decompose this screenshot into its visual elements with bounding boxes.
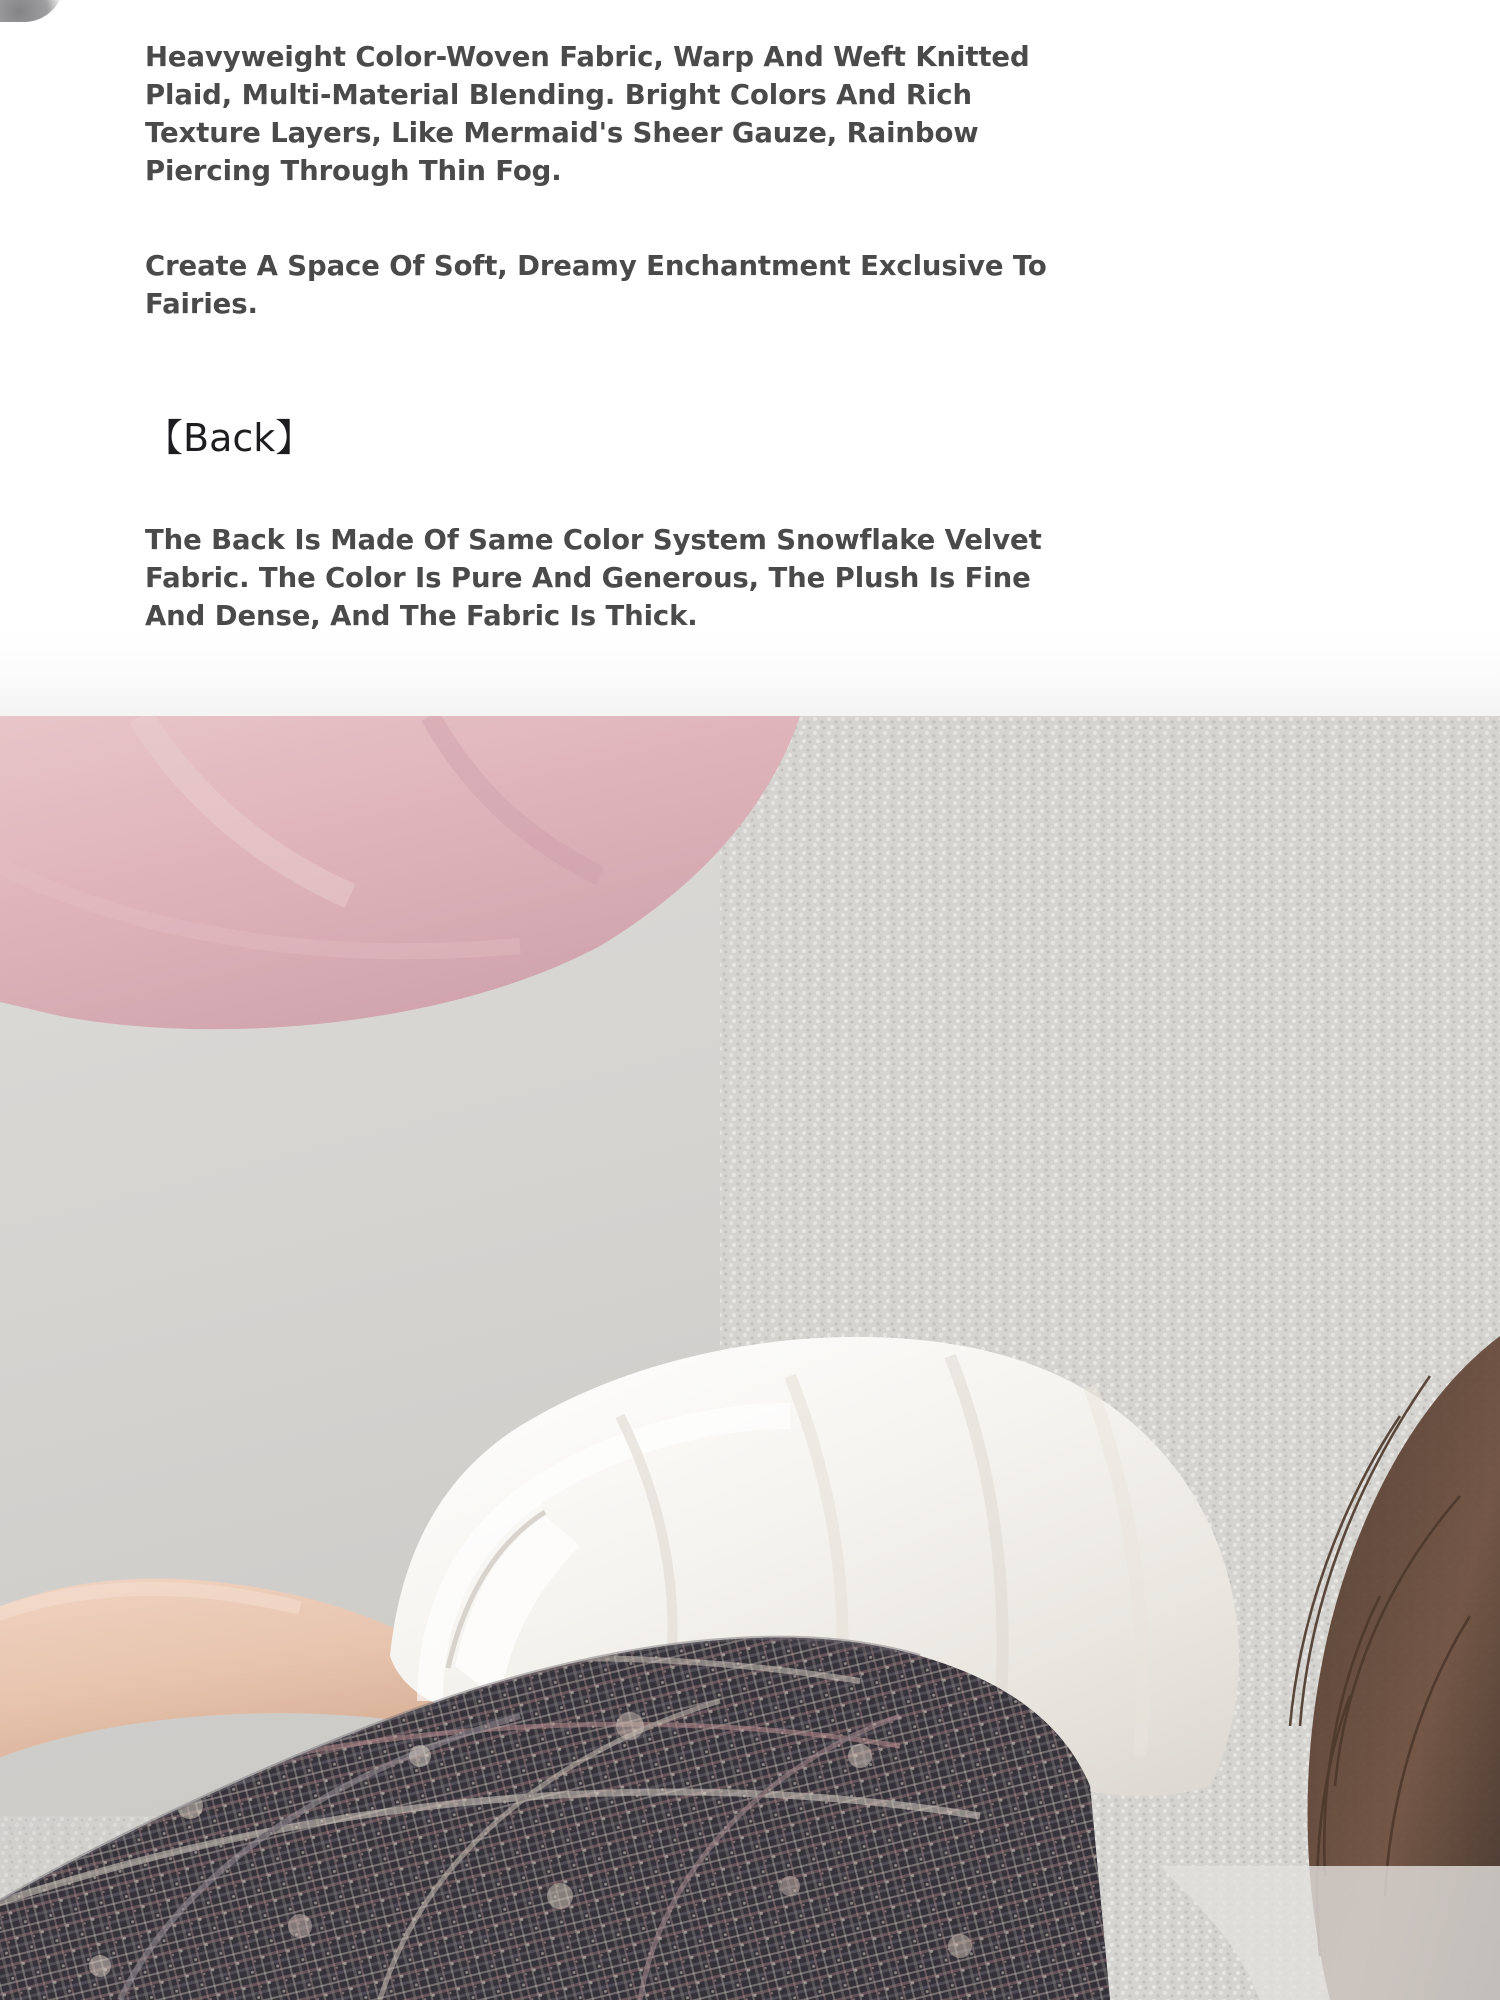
section-divider	[0, 632, 1500, 716]
section-heading-back: 【Back】	[145, 416, 314, 460]
corner-artifact	[0, 0, 64, 22]
description-paragraph-1: Heavyweight Color-Woven Fabric, Warp And Weft Knitted Plaid, Multi-Material Blending. Bright Colors And Rich Texture Layers, Like Mermaid's Sheer Gauze, Rainbow Piercing Through Thin Fog.	[145, 41, 1030, 187]
description-paragraph-2: Create A Space Of Soft, Dreamy Enchantment Exclusive To Fairies.	[145, 250, 1047, 320]
product-photo	[0, 716, 1500, 2000]
back-description-paragraph: The Back Is Made Of Same Color System Snowflake Velvet Fabric. The Color Is Pure And Generous, The Plush Is Fine And Dense, And The Fabric Is Thick.	[145, 524, 1042, 632]
description-text-section	[0, 0, 1500, 716]
